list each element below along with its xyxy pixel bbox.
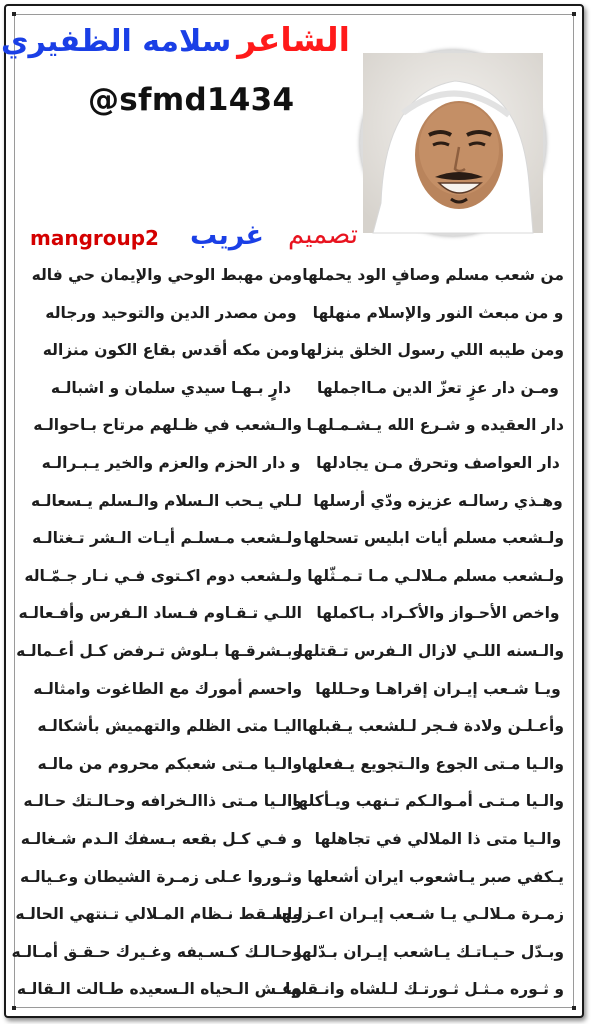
verse-first-hemistich: والـيا مـتى الجوع والـتجويع يـفعلها	[301, 754, 564, 773]
verse-row	[20, 519, 572, 557]
verse-first-hemistich: ولـشعب مسلم مـلالـي مـا تـمـثّلها	[307, 566, 564, 585]
verse-row	[20, 482, 572, 520]
verse-second-hemistich: واسـقط نـظام المـلالي تـنتهي الحالـه	[15, 905, 302, 924]
verse-second-hemistich: وثـوروا عـلى زمـرة الشيطان وعـيالـه	[20, 867, 302, 886]
verse-row	[20, 557, 572, 595]
verse-second-hemistich: ومن مهبط الوحي والإيمان حي فاله	[31, 266, 302, 284]
verse-first-hemistich: وأعـلـن ولادة فـجر لـلشعب يـقبلها	[302, 717, 564, 736]
verse-row	[20, 256, 572, 294]
verse-second-hemistich: و فـي كـل بقعه بـسفك الـدم شـغالـه	[20, 830, 302, 848]
verse-second-hemistich: وحـالـك كـسـيفه وغـيرك حـقـق أمـالـه	[11, 942, 302, 961]
verse-second-hemistich: واحسم أمورك مع الطاغوت وامثالـه	[33, 679, 302, 698]
verse-first-hemistich: وهـذي رسالـه عزيزه ودّي أرسلها	[313, 491, 563, 510]
frame-corner	[572, 1006, 576, 1010]
verse-second-hemistich: اليـا متى الظلم والتهميش بأشكالـه	[37, 717, 302, 736]
verse-second-hemistich: والـيا مـتى ذاالـخرافه وحـالـتك حـالـه	[23, 792, 302, 811]
verse-second-hemistich: ومن مصدر الدين والتوحيد ورجاله	[45, 303, 297, 322]
design-credit	[30, 220, 370, 254]
verse-second-hemistich: ولـشعب دوم اكـتوى فـي نـار جـمّـاله	[24, 566, 302, 585]
poet-title	[1, 20, 350, 59]
verse-row	[16, 970, 572, 1008]
verse-row	[20, 820, 572, 858]
verse-first-hemistich: وبـدّل حـيـاتـك يـاشعب إيـران بـدّلها	[295, 942, 564, 961]
verse-first-hemistich: يـكفي صبر يـاشعوب ايران أشعلها	[307, 867, 564, 886]
poet-handle: @sfmd1434	[88, 82, 295, 118]
verse-row	[11, 933, 572, 971]
verse-second-hemistich: اللـي تـقـاوم فـساد الـفرس وأفـعالـه	[18, 604, 302, 623]
verse-row	[20, 369, 572, 407]
verse-first-hemistich: دار العواصف وتحرق مـن يجادلها	[316, 454, 560, 472]
verse-row	[20, 331, 572, 369]
poem-card	[0, 4, 584, 1018]
verse-first-hemistich: والـسنه اللـي لازال الـفرس تـقتلها	[297, 642, 564, 660]
verse-row	[16, 632, 572, 670]
verse-row	[20, 294, 572, 332]
poet-portrait-image	[363, 53, 543, 233]
verse-second-hemistich: والـشعب في ظـلهم مرتاح بـاحوالـه	[33, 416, 302, 435]
verse-second-hemistich: لـلي يـحب الـسلام والـسلم يـسعالـه	[30, 491, 302, 510]
verse-second-hemistich: ومن مكه أقدس بقاع الكون منزاله	[42, 341, 300, 360]
verse-row	[20, 782, 572, 820]
verse-first-hemistich: والـيا متى ذا الملالي في تجاهلها	[314, 830, 562, 848]
verse-first-hemistich: ويـا شـعب إيـران إقراهـا وحـللها	[315, 679, 561, 698]
poet-name: سلامه الظفيري	[0, 24, 232, 59]
verse-first-hemistich: زمـرة مـلالـي يـا شـعب إيـران اعـزلـها	[275, 905, 564, 924]
poem-header	[0, 6, 582, 256]
verse-second-hemistich: و دار الحزم والعزم والخير يـبـرالـه	[41, 454, 301, 472]
verse-first-hemistich: و ثـوره مـثـل ثـورتـك لـلشاه وانـقلها	[285, 980, 564, 999]
verse-first-hemistich: ولـشعب مسلم أيات ابليس تسحلها	[303, 529, 564, 548]
verse-row	[20, 594, 572, 632]
poet-photo	[360, 50, 546, 236]
verse-first-hemistich: و من مبعث النور والإسلام منهلها	[312, 303, 564, 322]
verse-first-hemistich: من شعب مسلم وصافٍ الود يحملها	[302, 266, 564, 284]
verse-row	[20, 707, 572, 745]
verse-first-hemistich: ومن طيبه اللي رسول الخلق ينزلها	[300, 341, 564, 360]
verse-second-hemistich: ولـشعب مـسلـم أيـات الـشر تـغتالـه	[32, 529, 302, 548]
verse-first-hemistich: دار العقيده و شـرع الله يـشـمـلهـا	[306, 416, 564, 435]
verse-second-hemistich: والـيا مـتى شعبكم محروم من مالـه	[37, 754, 302, 773]
credit-label: تصميم	[288, 220, 358, 250]
frame-corner	[12, 1006, 16, 1010]
verse-row	[20, 745, 572, 783]
credit-group: mangroup2	[30, 226, 159, 250]
credit-name: غريب	[190, 220, 264, 251]
verse-first-hemistich: ومـن دار عزٍ تعزّ الدين مـااجملها	[317, 378, 559, 397]
verse-second-hemistich: دارٍ بـهـا سيدي سلمان و اشبالـه	[50, 378, 292, 397]
verse-row	[20, 444, 572, 482]
poem-body	[11, 256, 572, 1008]
verse-second-hemistich: وعـش الـحياه الـسعيده طـالت الـقالـه	[16, 980, 302, 999]
verse-second-hemistich: وبـشرقـها بـلوش تـرفض كـل أعـمالـه	[16, 642, 302, 660]
verse-first-hemistich: واخص الأحـواز والأكـراد بـاكملها	[316, 604, 560, 623]
verse-row	[20, 670, 572, 708]
verse-row	[20, 406, 572, 444]
verse-row	[20, 858, 572, 896]
verse-first-hemistich: والـيا مـتـى أمـوالـكم تـنهب ويـأكلها	[292, 792, 564, 811]
poet-title-label: الشاعر	[237, 20, 350, 59]
verse-row	[15, 895, 572, 933]
